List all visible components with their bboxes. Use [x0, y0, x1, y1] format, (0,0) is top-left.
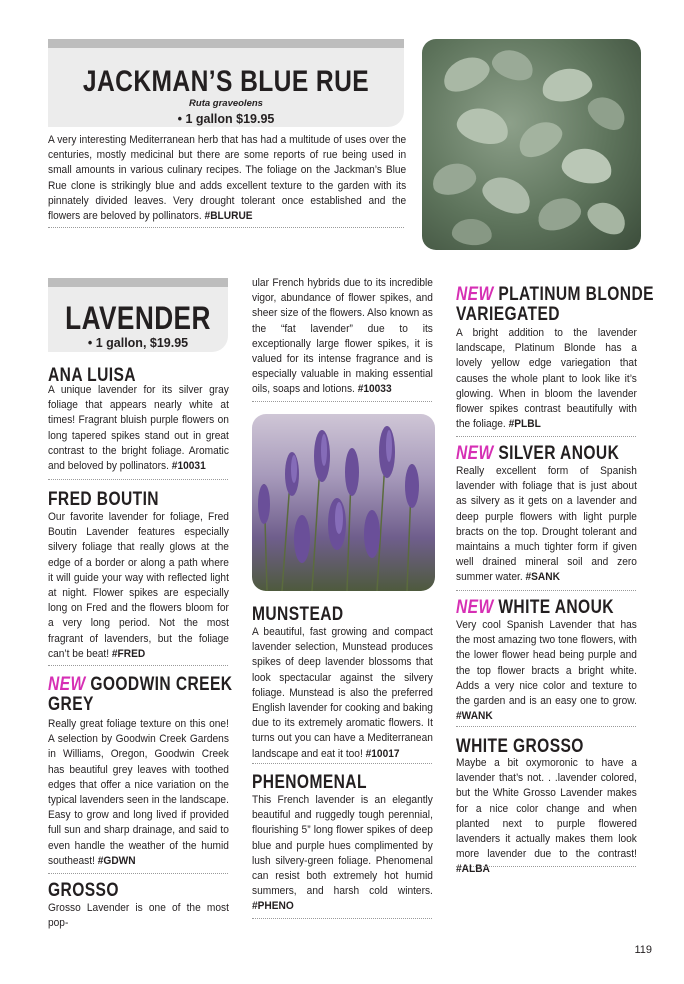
- entry-description: Very cool Spanish Lavender that has the most amazing two tone flowers, with the lower flower head being purple and the top flower bracts a bright white. Adds a very nice color and texture to the garden and is an easy one to grow. #WANK: [456, 619, 637, 723]
- lavender-header: [48, 278, 228, 352]
- entry-divider: [456, 726, 636, 727]
- entry-description: This French lavender is an elegantly beautiful and ruggedly tough perennial, flourishing 5” long flower spikes of deep blue and purple hues complimented by lush silvery-green foliage. Phenomenal can resist both extremely hot humid summers, and harsh cold winters. #PHENO: [252, 794, 433, 913]
- entry-title: FRED BOUTIN: [48, 489, 159, 510]
- lavender-price: • 1 gallon, $19.95: [87, 336, 189, 350]
- lavender-flowers-photo: [252, 414, 435, 591]
- entry-title: NEW WHITE ANOUK: [456, 597, 614, 618]
- rue-price: • 1 gallon $19.95: [177, 112, 275, 126]
- entry-divider: [48, 479, 228, 480]
- rue-description: A very interesting Mediterranean herb that has had a multitude of uses over the centuries, mostly medicinal but there are some reports of rue being used in small amounts in various culinary recipes. The foliage on the Jackman’s Blue Rue clone is strikingly blue and adds excellent texture to the garden with its pinnately divided leaves. Very drought tolerant once established and the flowers are beloved by pollinators. #BLURUE: [48, 134, 407, 223]
- rue-botanical-name: Ruta graveolens: [189, 98, 263, 109]
- new-badge: NEW: [456, 284, 494, 305]
- entry-title: NEW SILVER ANOUK: [456, 443, 620, 464]
- entry-title: NEW PLATINUM BLONDE VARIEGATED: [456, 284, 654, 325]
- rue-foliage-photo: [422, 39, 641, 250]
- entry-divider: [252, 763, 432, 764]
- entry-divider: [456, 436, 636, 437]
- entry-description: A bright addition to the lavender landscape, Platinum Blonde has a lovely yellow edge variegation that causes the whole plant to look like it’s glowing. When in bloom the lavender flower spikes contrast beautifully with the foliage. #PLBL: [456, 327, 637, 431]
- entry-title: PHENOMENAL: [252, 772, 367, 793]
- new-badge: NEW: [456, 443, 494, 464]
- entry-title: WHITE GROSSO: [456, 736, 584, 757]
- entry-divider: [48, 873, 228, 874]
- rue-title: JACKMAN’S BLUE RUE: [82, 65, 370, 98]
- new-badge: NEW: [456, 597, 494, 618]
- entry-title: NEW GOODWIN CREEK GREY: [48, 674, 233, 715]
- entry-divider: [48, 665, 228, 666]
- entry-divider: [456, 866, 636, 867]
- rue-divider: [48, 227, 404, 228]
- rue-header: [48, 39, 404, 127]
- page-number: 119: [634, 944, 652, 956]
- entry-title: GROSSO: [48, 880, 119, 901]
- entry-description: Grosso Lavender is one of the most pop-: [48, 902, 229, 930]
- entry-description: Maybe a bit oxymoronic to have a lavender that’s not. . .lavender colored, but the White Grosso Lavender makes for a nice color change and when planted next to purple flowered lavenders it actually makes them look more lavender due to the contrast! #ALBA: [456, 757, 637, 876]
- entry-title: ANA LUISA: [48, 365, 136, 386]
- entry-divider: [252, 401, 432, 402]
- entry-description: Our favorite lavender for foliage, Fred Boutin Lavender features especially silvery foliage that really glows at the edge of a border or along a path where it will guide your way with reflected light at night. Flower spikes are especially long on Fred and the flowers bloom for a very long period. Not the most fragrant of lavenders, but the foliage can’t be beat! #FRED: [48, 511, 229, 660]
- entry-divider: [456, 590, 636, 591]
- entry-description: Really great foliage texture on this one! A selection by Goodwin Creek Gardens in Williams, Oregon, Goodwin Creek has beautiful grey leaves with toothed edges that offer a nice variation on the typical lavenders seen in the landscape. Easy to grow and long lived if provided full sun and sharp drainage, and said to even handle the weather of the humid southeast! #GDWN: [48, 718, 229, 867]
- entry-description: A beautiful, fast growing and compact lavender selection, Munstead produces spikes of deep lavender blossoms that look spectacular against the silvery foliage. Munstead is also the preferred English lavender for cooking and baking due to its extremely aromatic flowers. It turns out you can have a Mediterranean landscape and eat it too! #10017: [252, 626, 433, 760]
- new-badge: NEW: [48, 674, 86, 695]
- entry-divider: [252, 918, 432, 919]
- entry-title: MUNSTEAD: [252, 604, 344, 625]
- entry-description: Really excellent form of Spanish lavender with foliage that is just about as silvery as it gets on a lavender and deep purple flowers with light purple bracts on the top. Drought tolerant and maintains a much tighter form if given well drained mineral soil and zero summer water. #SANK: [456, 465, 637, 584]
- entry-description: A unique lavender for its silver gray foliage that appears nearly white at times! Fragrant bluish purple flowers on long tapered spikes stand out in great contrast to the bright foliage. Aromatic and beloved by pollinators. #10031: [48, 384, 229, 473]
- grosso-continued: ular French hybrids due to its incredible vigor, abundance of flower spikes, and sheer size of the flowers. Also known as the “fat lavender” due to its exceptionally large flower spikes, it is valued for its intense fragrance and is especially valuable in making essential oils, soaps and lotions. #10033: [252, 277, 433, 396]
- lavender-title: LAVENDER: [65, 300, 211, 336]
